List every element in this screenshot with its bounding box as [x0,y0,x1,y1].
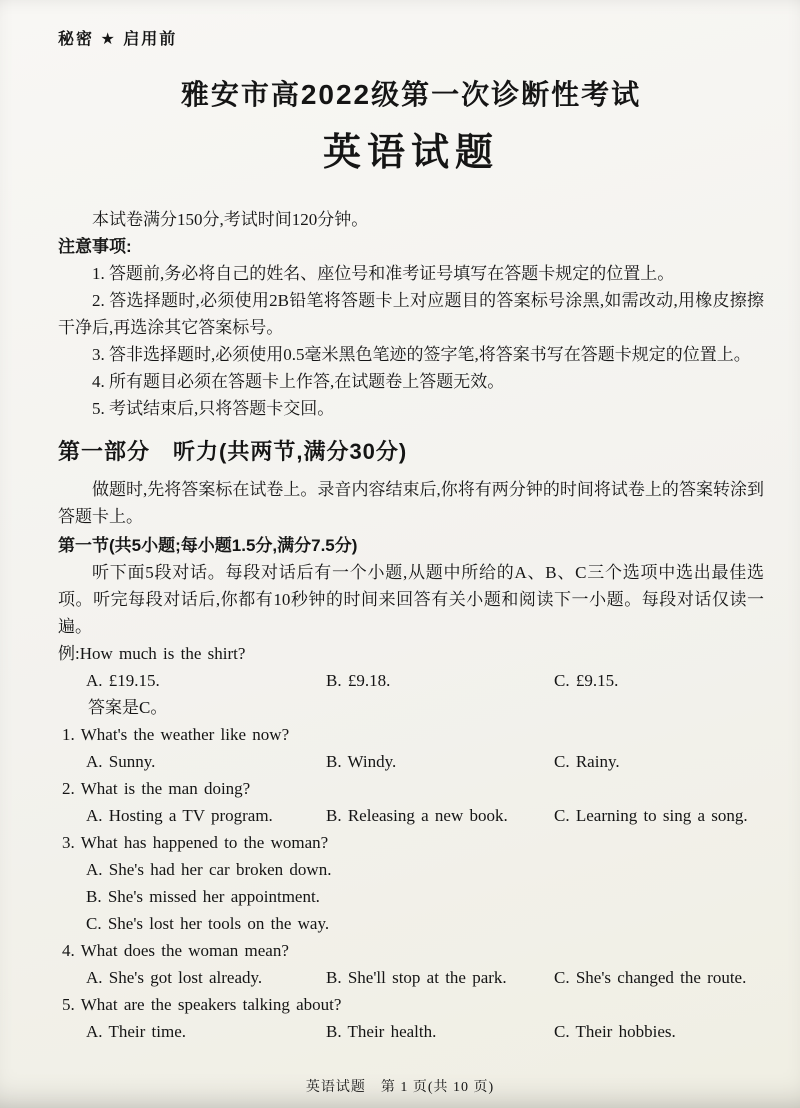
question-option: A. Their time. [86,1022,186,1041]
question-block [58,829,764,937]
question-option: C. She's lost her tools on the way. [86,914,330,933]
question-option: C. She's changed the route. [554,968,747,987]
question-block [58,937,764,991]
question-line [58,721,764,748]
intro-text: 本试卷满分150分,考试时间120分钟。 [92,210,369,229]
question-options [58,802,764,829]
notice-item: 3. 答非选择题时,必须使用0.5毫米黑色笔迹的签字笔,将答案书写在答题卡规定的位置上。 [92,345,751,364]
question-option: A. Sunny. [86,752,156,771]
question-option: A. She's had her car broken down. [86,860,332,879]
question-options [58,964,764,991]
question-line [58,937,764,964]
question-option: B. Windy. [326,752,397,771]
question-text: What has happened to the woman? [80,833,329,852]
example-label: 例: [58,644,80,663]
part1-heading: 第一部分 听力(共两节,满分30分) [58,439,408,464]
example-answer: 答案是C。 [88,698,168,717]
section1-instructions: 听下面5段对话。每段对话后有一个小题,从题中所给的A、B、C三个选项中选出最佳选项。听完每段对话后,你都有10秒钟的时间来回答有关小题和阅读下一小题。每段对话仅读一遍。 [58,563,764,636]
subject-title: 英语试题 [322,132,499,174]
example-options [58,667,764,694]
example-question: How much is the shirt? [79,644,246,663]
question-number: 3. [62,833,75,852]
question-number: 5. [62,995,75,1014]
question-option: B. She'll stop at the park. [326,968,507,987]
question-line [58,829,764,856]
question-number: 1. [62,725,75,744]
question-option: C. Their hobbies. [554,1022,676,1041]
question-option: C. Rainy. [554,752,620,771]
notice-heading: 注意事项: [58,237,132,256]
question-line [58,991,764,1018]
notice-item: 2. 答选择题时,必须使用2B铅笔将答题卡上对应题目的答案标号涂黑,如需改动,用橡皮擦擦干净后,再选涂其它答案标号。 [58,291,764,337]
notice-item: 1. 答题前,务必将自己的姓名、座位号和准考证号填写在答题卡规定的位置上。 [92,264,675,283]
question-option: C. Learning to sing a song. [554,806,748,825]
question-line [58,775,764,802]
question-option: B. Releasing a new book. [326,806,508,825]
notice-item: 4. 所有题目必须在答题卡上作答,在试题卷上答题无效。 [92,372,505,391]
question-block [58,991,764,1045]
question-number: 2. [62,779,75,798]
question-options [58,1018,764,1045]
question-text: What's the weather like now? [80,725,290,744]
example-line [58,640,764,667]
question-number: 4. [62,941,75,960]
page-footer: 英语试题 第 1 页(共 10 页) [305,1080,495,1095]
classification-label: 秘密 ★ 启用前 [58,31,178,48]
question-option: A. She's got lost already. [86,968,263,987]
question-option: B. She's missed her appointment. [86,887,320,906]
question-block [58,721,764,775]
question-option: A. Hosting a TV program. [86,806,273,825]
question-text: What are the speakers talking about? [80,995,342,1014]
notice-item: 5. 考试结束后,只将答题卡交回。 [92,399,335,418]
question-options [58,856,764,937]
question-text: What is the man doing? [80,779,251,798]
example-option: A. £19.15. [86,671,160,690]
part1-instructions: 做题时,先将答案标在试卷上。录音内容结束后,你将有两分钟的时间将试卷上的答案转涂到答题卡上。 [58,480,764,526]
section1-heading: 第一节(共5小题;每小题1.5分,满分7.5分) [58,536,358,555]
question-text: What does the woman mean? [80,941,289,960]
example-option: B. £9.18. [326,671,391,690]
question-option: B. Their health. [326,1022,437,1041]
question-block [58,775,764,829]
question-options [58,748,764,775]
example-option: C. £9.15. [554,671,619,690]
exam-title: 雅安市高2022级第一次诊断性考试 [180,79,642,110]
